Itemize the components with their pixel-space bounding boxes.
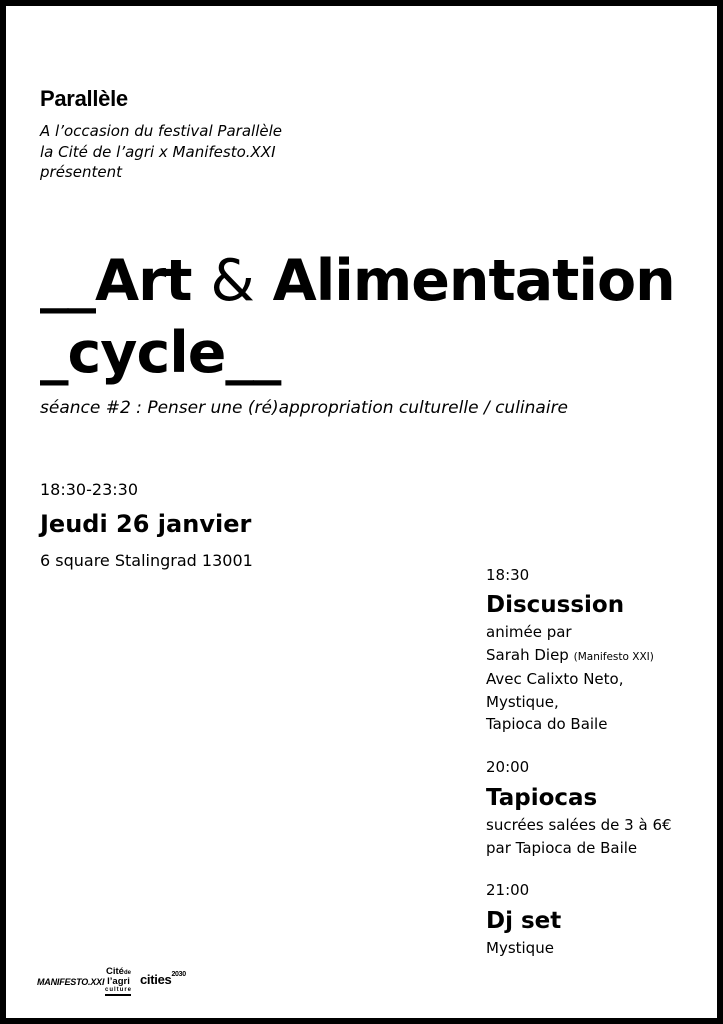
- poster: [6, 6, 717, 1018]
- program-description: [486, 937, 554, 960]
- session-subtitle: séance #2 : Penser une (ré)appropriation culturelle / culinaire: [40, 398, 569, 418]
- title-art: __Art: [40, 248, 211, 314]
- program-time: 20:00: [486, 758, 530, 776]
- program-time: 21:00: [486, 881, 530, 899]
- main-title-line1: [40, 246, 675, 316]
- program-title: Discussion: [486, 592, 625, 618]
- program-description: [486, 621, 654, 736]
- program-line: [486, 644, 654, 669]
- event-address: 6 square Stalingrad 13001: [40, 551, 253, 570]
- intro-line: A l’occasion du festival Parallèle: [40, 122, 282, 140]
- program-title: Dj set: [486, 908, 562, 934]
- program-title: Tapiocas: [486, 785, 598, 811]
- cite-logo-line: culture: [105, 987, 133, 993]
- cite-logo-line: l’agri: [107, 975, 130, 987]
- manifesto-logo: MANIFESTO.XXI: [37, 977, 105, 987]
- program-line: Mystique,: [486, 692, 559, 711]
- intro-line: présentent: [40, 163, 122, 181]
- brand-title: Parallèle: [40, 86, 128, 111]
- intro-text: [40, 121, 282, 183]
- cite-logo-line: Citéde: [106, 966, 131, 977]
- cities-logo: cities$^{2030}$: [140, 970, 186, 987]
- cite-agri-logo: [105, 968, 132, 995]
- cite-logo-bar: [105, 994, 131, 996]
- main-title-line2: _cycle__: [40, 320, 281, 386]
- program-time: 18:30: [486, 566, 530, 584]
- program-description: [486, 814, 672, 859]
- program-line: Tapioca do Baile: [486, 715, 608, 733]
- speaker-name: Sarah Diep: [486, 645, 569, 664]
- speaker-affiliation: (Manifesto XXI): [573, 650, 654, 663]
- program-line: animée par: [486, 623, 572, 641]
- intro-line: la Cité de l’agri x Manifesto.XXI: [40, 142, 276, 161]
- title-ampersand: &: [210, 248, 254, 314]
- program-line: Avec Calixto Neto,: [486, 670, 624, 688]
- program-line: sucrées salées de 3 à 6€: [486, 816, 672, 834]
- program-line: par Tapioca de Baile: [486, 838, 638, 857]
- title-alimentation: Alimentation: [253, 248, 675, 314]
- event-hours: 18:30-23:30: [40, 480, 138, 499]
- program-line: Mystique: [486, 939, 554, 957]
- event-date: Jeudi 26 janvier: [40, 510, 252, 538]
